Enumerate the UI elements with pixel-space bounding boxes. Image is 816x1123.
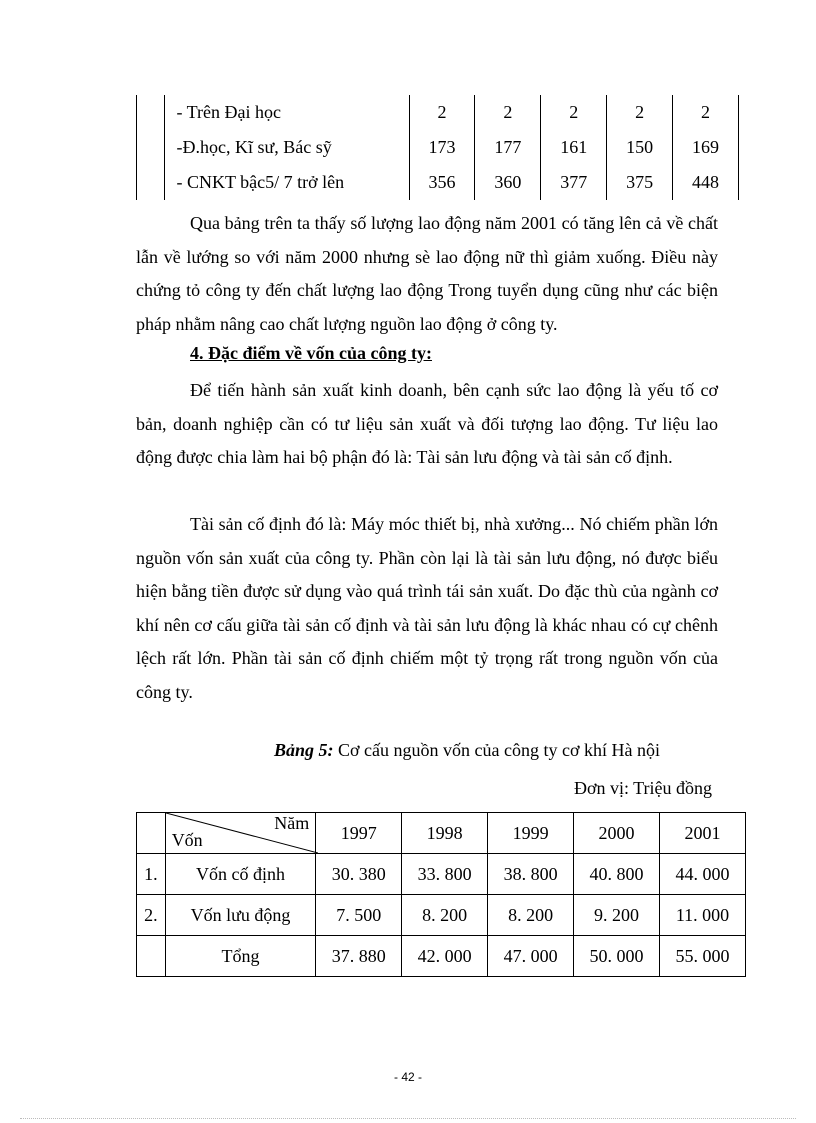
capital-structure-table [136,812,746,977]
year-header: 1998 [402,813,488,854]
year-header: 1997 [316,813,402,854]
table-cell: 42. 000 [402,936,488,977]
table-cell: 8. 200 [488,895,574,936]
row-label: - CNKT bậc5/ 7 trở lên [164,165,409,200]
table-row [137,895,746,936]
row-label: -Đ.học, Kĩ sư, Bác sỹ [164,130,409,165]
table-cell: 44. 000 [660,854,746,895]
year-header: 2000 [574,813,660,854]
table-cell: 161 [541,130,607,165]
paragraph [136,374,718,475]
table-row [137,165,739,200]
row-number [137,936,166,977]
table-cell: 30. 380 [316,854,402,895]
table-cell: 169 [673,130,739,165]
table-cell: 8. 200 [402,895,488,936]
table-cell [137,813,166,854]
table-cell: 40. 800 [574,854,660,895]
row-header-label: Vốn [171,830,203,850]
unit-note: Đơn vị: Triệu đồng [573,778,712,798]
table-caption [0,740,816,761]
table-cell [137,130,165,165]
caption-text: Cơ cấu nguồn vốn của công ty cơ khí Hà nội [333,740,660,760]
table-cell [137,165,165,200]
table-cell: 38. 800 [488,854,574,895]
table-cell: 360 [475,165,541,200]
year-header: 1999 [488,813,574,854]
table-cell: 47. 000 [488,936,574,977]
page-bottom-border [20,1118,796,1119]
table-cell: 2 [673,95,739,130]
table-cell: 7. 500 [316,895,402,936]
caption-label: Bảng 5: [274,740,334,760]
table-cell: 33. 800 [402,854,488,895]
row-label: Vốn lưu động [165,895,316,936]
column-header-label: Năm [274,813,310,833]
row-number: 1. [137,854,166,895]
section-heading: 4. Đặc điểm về vốn của công ty: [190,343,432,363]
year-header: 2001 [660,813,746,854]
table-cell: 2 [541,95,607,130]
table-cell [137,95,165,130]
table-cell: 375 [607,165,673,200]
paragraph-text: Qua bảng trên ta thấy số lượng lao động năm 2001 có tăng lên cả về chất lẫn về lướng so với năm 2000 nhưng sè lao động nữ thì giảm xuống. Điều này chứng tỏ công ty đến chất lượng lao động Trong tuyển dụng cũng như các biện pháp nhằm nâng cao chất lượng nguồn lao động ở công ty. [136,213,718,334]
staff-qualification-table [136,95,739,200]
row-label: Vốn cố định [165,854,316,895]
table-cell: 173 [409,130,475,165]
table-cell: 2 [409,95,475,130]
row-number: 2. [137,895,166,936]
table-cell: 177 [475,130,541,165]
table-cell: 9. 200 [574,895,660,936]
table-row [137,854,746,895]
total-row [137,936,746,977]
table-cell: 55. 000 [660,936,746,977]
paragraph [136,207,718,341]
table-cell: 448 [673,165,739,200]
table-cell: 356 [409,165,475,200]
page-number: - 42 - [393,1070,422,1084]
row-label: Tổng [165,936,316,977]
table-cell: 2 [607,95,673,130]
paragraph [136,508,718,709]
table-cell: 37. 880 [316,936,402,977]
paragraph-text: Tài sản cố định đó là: Máy móc thiết bị, nhà xưởng... Nó chiếm phần lớn nguồn vốn sản xuất của công ty. Phần còn lại là tài sản lưu động, nó được biểu hiện bằng tiền được sử dụng vào quá trình tái sản xuất. Do đặc thù của ngành cơ khí nên cơ cấu giữa tài sản cố định và tài sản lưu động là khác nhau có cự chênh lệch rất lớn. Phần tài sản cố định chiếm một tỷ trọng rất trong nguồn vốn của công ty. [136,514,718,702]
table-row [137,130,739,165]
row-label: - Trên Đại học [164,95,409,130]
table-cell: 377 [541,165,607,200]
table-cell: 50. 000 [574,936,660,977]
header-row [137,813,746,854]
table-cell: 150 [607,130,673,165]
table-cell: 11. 000 [660,895,746,936]
table-row [137,95,739,130]
table-cell: 2 [475,95,541,130]
paragraph-text: Để tiến hành sản xuất kinh doanh, bên cạnh sức lao động là yếu tố cơ bản, doanh nghiệp cần có tư liệu sản xuất và đối tượng lao động. Tư liệu lao động được chia làm hai bộ phận đó là: Tài sản lưu động và tài sản cố định. [136,380,718,467]
diagonal-header-cell [165,813,316,854]
